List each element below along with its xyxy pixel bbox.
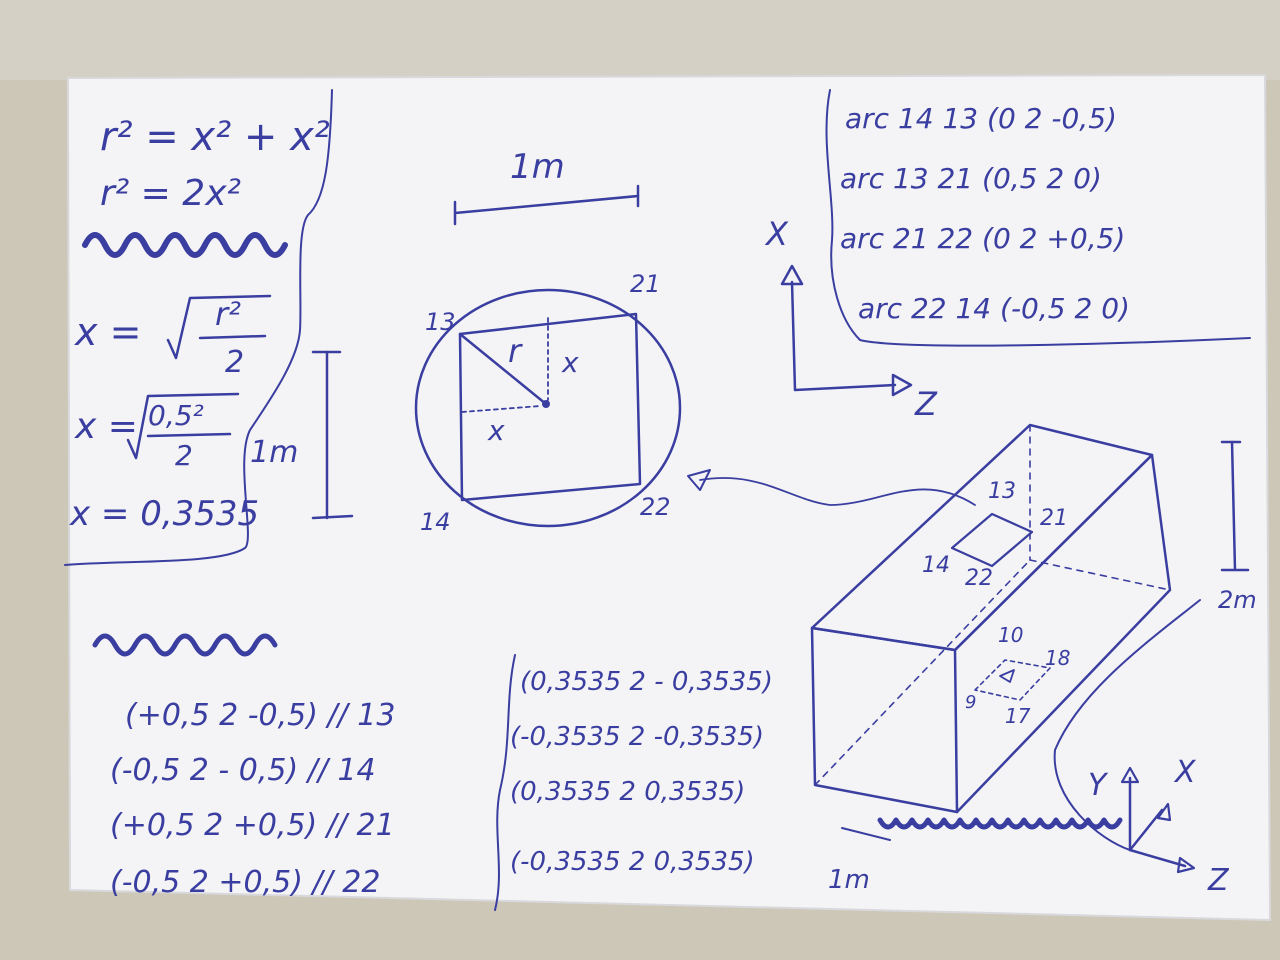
eq-x-result: x = 0,3535 xyxy=(70,494,260,534)
box-label-22: 22 xyxy=(965,566,993,591)
eq-x-lhs: x = xyxy=(75,310,142,354)
axis-x-label: X xyxy=(766,215,788,253)
arc-line-4: arc 22 14 (-0,5 2 0) xyxy=(858,292,1130,325)
corner-13: 13 xyxy=(425,308,456,336)
eq-sqrt-numerator-2: 0,5² xyxy=(148,399,204,432)
coord-right-1: (0,3535 2 - 0,3535) xyxy=(520,667,773,697)
corner-22: 22 xyxy=(640,493,671,521)
coord-left-2: (-0,5 2 - 0,5) // 14 xyxy=(110,753,376,788)
box-label-10: 10 xyxy=(998,623,1024,647)
box-label-21: 21 xyxy=(1040,506,1068,531)
corner-14: 14 xyxy=(420,508,451,536)
eq-r-squared-2x: r² = 2x² xyxy=(100,173,241,214)
axis-z-label: Z xyxy=(915,385,937,423)
coord-left-4: (-0,5 2 +0,5) // 22 xyxy=(110,865,381,900)
box-label-18: 18 xyxy=(1045,646,1071,670)
eq-sqrt-denominator-2: 2 xyxy=(175,439,193,472)
box-axis-y: Y xyxy=(1088,768,1107,803)
eq-sqrt-numerator: r² xyxy=(215,295,241,333)
corner-21: 21 xyxy=(630,270,661,298)
width-label-1m: 1m xyxy=(828,865,870,895)
dim-label-1m: 1m xyxy=(250,435,299,470)
coord-left-1: (+0,5 2 -0,5) // 13 xyxy=(125,698,396,733)
box-label-9: 9 xyxy=(965,692,977,713)
box-axis-x: X xyxy=(1175,755,1196,790)
arc-line-2: arc 13 21 (0,5 2 0) xyxy=(840,162,1102,195)
radius-label: r xyxy=(508,332,522,370)
coord-right-3: (0,3535 2 0,3535) xyxy=(510,777,746,807)
box-axis-z: Z xyxy=(1208,863,1229,898)
scale-label: 1m xyxy=(510,147,565,187)
coord-right-2: (-0,3535 2 -0,3535) xyxy=(510,722,765,752)
box-label-14: 14 xyxy=(922,553,950,578)
eq-sqrt-denominator: 2 xyxy=(225,345,245,380)
x-label-vertical: x xyxy=(562,346,579,379)
coord-left-3: (+0,5 2 +0,5) // 21 xyxy=(110,808,395,843)
box-label-17: 17 xyxy=(1005,704,1031,728)
box-label-13: 13 xyxy=(988,479,1016,504)
x-label-horizontal: x xyxy=(488,414,505,447)
center-point xyxy=(542,400,550,408)
arc-line-1: arc 14 13 (0 2 -0,5) xyxy=(845,102,1117,135)
eq-x-lhs-2: x = xyxy=(75,406,138,447)
coord-right-4: (-0,3535 2 0,3535) xyxy=(510,847,755,877)
height-label-2m: 2m xyxy=(1218,586,1257,614)
arc-line-3: arc 21 22 (0 2 +0,5) xyxy=(840,222,1126,255)
eq-r-squared: r² = x² + x² xyxy=(100,114,330,160)
